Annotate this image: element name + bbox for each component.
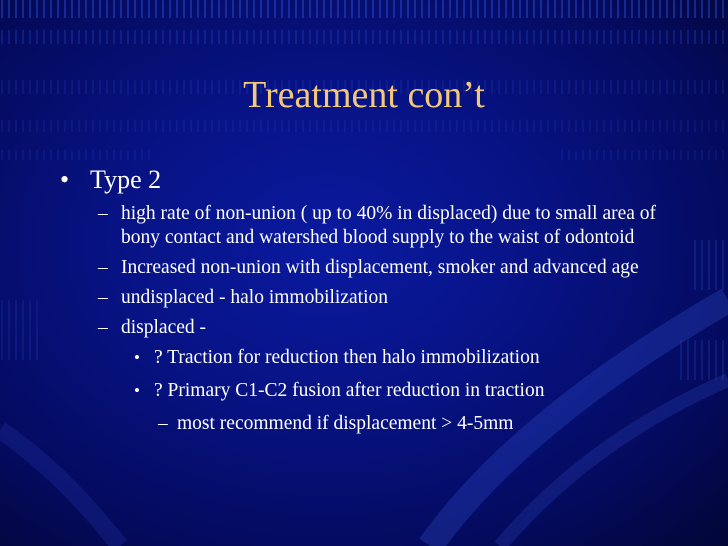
dash-icon: – — [98, 203, 108, 224]
sub-point — [98, 316, 680, 340]
bullet-type-2 — [60, 164, 680, 196]
sub-point-text: displaced - — [121, 317, 207, 338]
fusion-note — [158, 412, 680, 436]
fusion-note-text: most recommend if displacement > 4-5mm — [177, 413, 514, 434]
option-text: ? Primary C1-C2 fusion after reduction in traction — [154, 380, 545, 401]
bullet-icon: • — [134, 348, 140, 367]
slide-title: Treatment con’t — [243, 74, 485, 116]
sub-point-text: Increased non-union with displacement, smoker and advanced age — [121, 257, 639, 278]
dash-icon: – — [158, 413, 168, 434]
sub-point — [98, 286, 680, 310]
option-text: ? Traction for reduction then halo immobilization — [154, 347, 540, 368]
bullet-label: Type 2 — [90, 165, 162, 194]
dash-icon: – — [98, 317, 108, 338]
slide-content — [60, 164, 680, 436]
sub-point-text: high rate of non-union ( up to 40% in displaced) due to small area of bony contact and watershed blood supply to the waist of odontoid — [121, 203, 657, 248]
dash-icon: – — [98, 287, 108, 308]
option-item — [134, 346, 680, 370]
sub-point — [98, 256, 680, 280]
dash-icon: – — [98, 257, 108, 278]
bullet-icon: • — [60, 165, 70, 194]
sub-point — [98, 202, 680, 250]
bullet-icon: • — [134, 381, 140, 400]
option-item — [134, 379, 680, 403]
sub-point-text: undisplaced - halo immobilization — [121, 287, 388, 308]
